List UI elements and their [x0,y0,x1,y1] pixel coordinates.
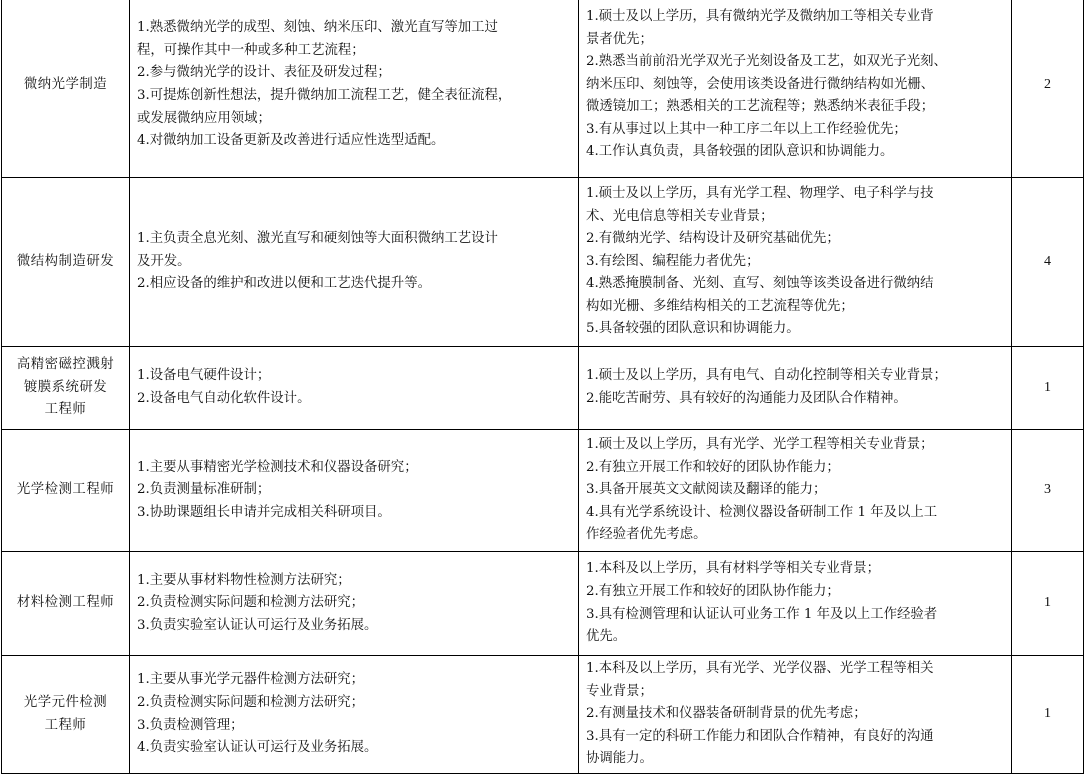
headcount-cell [1012,0,1084,178]
requirement-line: 2.有独立开展工作和较好的团队协作能力； [586,459,840,475]
job-table [1,0,1084,774]
duty-line: 4.负责实验室认证认可运行及业务拓展。 [137,740,378,756]
position-cell [2,0,130,178]
requirement-line: 2.熟悉当前前沿光学双光子光刻设备及工艺，如双光子光刻、 [586,54,947,70]
table-row [2,552,1084,656]
duty-line: 2.负责测量标准研制； [137,482,271,498]
duty-line: 3.负责实验室认证认可运行及业务拓展。 [137,617,378,633]
requirement-line: 4.具有光学系统设计、检测仪器设备研制工作 1 年及以上工 [586,504,938,520]
headcount-value: 2 [1044,76,1051,92]
position-title: 工程师 [44,717,87,733]
headcount-value: 1 [1044,595,1051,611]
duty-line: 1.熟悉微纳光学的成型、刻蚀、纳米压印、激光直写等加工过 [137,20,498,36]
requirement-line: 2.有独立开展工作和较好的团队协作能力； [586,583,840,599]
position-title: 光学元件检测 [23,694,108,710]
duty-line: 1.设备电气硬件设计； [137,368,271,384]
requirement-line: 2.能吃苦耐劳、具有较好的沟通能力及团队合作精神。 [586,391,907,406]
duties-cell [130,0,579,178]
table-row [2,347,1084,430]
duties-cell [130,430,579,552]
requirements-cell [579,0,1012,178]
headcount-cell [1012,178,1084,347]
requirement-line: 5.具备较强的团队意识和协调能力。 [586,321,800,337]
duty-line: 2.参与微纳光学的设计、表征及研发过程； [137,65,391,81]
requirement-line: 1.硕士及以上学历，具有光学、光学工程等相关专业背景； [586,437,934,453]
duty-line: 1.主要从事光学元器件检测方法研究； [137,672,365,688]
duty-line: 4.对微纳加工设备更新及改善进行适应性选型适配。 [137,133,445,149]
requirements-cell [579,656,1012,774]
duty-line: 程，可操作其中一种或多种工艺流程； [137,42,365,58]
table-row [2,178,1084,347]
position-cell [2,347,130,430]
duty-line: 或发展微纳应用领域； [137,110,271,126]
requirement-line: 纳米压印、刻蚀等，会使用该类设备进行微纳结构如光栅、 [586,76,935,92]
position-cell [2,656,130,774]
duty-line: 2.负责检测实际问题和检测方法研究； [137,694,365,710]
position-title: 工程师 [44,402,87,418]
requirement-line: 1.硕士及以上学历，具有微纳光学及微纳加工等相关专业背 [586,8,934,24]
requirement-line: 专业背景； [586,683,653,699]
headcount-cell [1012,430,1084,552]
requirement-line: 3.有绘图、编程能力者优先； [586,253,760,269]
requirement-line: 2.有测量技术和仪器装备研制背景的优先考虑； [586,706,867,722]
requirement-line: 构如光栅、多维结构相关的工艺流程等优先； [586,298,854,314]
requirement-line: 术、光电信息等相关专业背景； [586,208,774,224]
requirement-line: 协调能力。 [586,751,653,767]
duty-line: 2.负责检测实际问题和检测方法研究； [137,595,365,611]
requirement-line: 1.本科及以上学历，具有光学、光学仪器、光学工程等相关 [586,661,934,677]
duty-line: 及开发。 [137,253,191,269]
headcount-cell [1012,656,1084,774]
duty-line: 1.主要从事材料物性检测方法研究； [137,572,351,588]
requirement-line: 3.具有检测管理和认证认可业务工作 1 年及以上工作经验者 [586,606,938,622]
position-title: 高精密磁控溅射 [16,357,115,373]
duty-line: 1.主要从事精密光学检测技术和仪器设备研究； [137,459,418,475]
requirements-cell [579,430,1012,552]
requirement-line: 4.熟悉掩膜制备、光刻、直写、刻蚀等该类设备进行微纳结 [586,276,934,292]
duties-cell [130,552,579,656]
duty-line: 3.协助课题组长申请并完成相关科研项目。 [137,504,391,520]
headcount-value: 1 [1044,379,1051,395]
headcount-value: 3 [1044,482,1051,498]
duty-line: 1.主负责全息光刻、激光直写和硬刻蚀等大面积微纳工艺设计 [137,231,498,247]
requirements-cell [579,347,1012,430]
position-title: 微结构制造研发 [16,253,115,269]
position-title: 镀膜系统研发 [23,379,108,395]
requirement-line: 1.本科及以上学历，具有材料学等相关专业背景； [586,561,880,577]
table-row [2,0,1084,178]
duties-cell [130,347,579,430]
duties-cell [130,656,579,774]
duty-line: 2.设备电气自动化软件设计。 [137,391,311,406]
requirement-line: 3.有从事过以上其中一种工序二年以上工作经验优先； [586,121,907,137]
duties-cell [130,178,579,347]
duty-line: 3.负责检测管理； [137,717,244,733]
requirement-line: 微透镜加工；熟悉相关的工艺流程等；熟悉纳米表征手段； [586,99,935,115]
table-row [2,430,1084,552]
position-cell [2,178,130,347]
requirement-line: 3.具备开展英文文献阅读及翻译的能力； [586,482,827,498]
duty-line: 3.可提炼创新性想法，提升微纳加工流程工艺，健全表征流程， [137,88,512,103]
position-title: 光学检测工程师 [16,482,115,498]
requirement-line: 优先。 [586,629,627,645]
table-row [2,656,1084,774]
headcount-cell [1012,552,1084,656]
headcount-cell [1012,347,1084,430]
position-title: 微纳光学制造 [23,76,108,92]
duty-line: 2.相应设备的维护和改进以便和工艺迭代提升等。 [137,276,431,292]
position-cell [2,430,130,552]
requirement-line: 3.具有一定的科研工作能力和团队合作精神，有良好的沟通 [586,728,934,744]
requirements-cell [579,178,1012,347]
position-cell [2,552,130,656]
requirement-line: 作经验者优先考虑。 [586,527,707,543]
requirement-line: 4.工作认真负责，具备较强的团队意识和协调能力。 [586,144,894,160]
requirements-cell [579,552,1012,656]
headcount-value: 4 [1044,253,1051,269]
requirement-line: 2.有微纳光学、结构设计及研究基础优先； [586,231,840,247]
requirement-line: 景者优先； [586,31,653,47]
requirement-line: 1.硕士及以上学历，具有光学工程、物理学、电子科学与技 [586,185,934,201]
requirement-line: 1.硕士及以上学历，具有电气、自动化控制等相关专业背景； [586,368,947,384]
position-title: 材料检测工程师 [16,595,115,611]
headcount-value: 1 [1044,706,1051,722]
